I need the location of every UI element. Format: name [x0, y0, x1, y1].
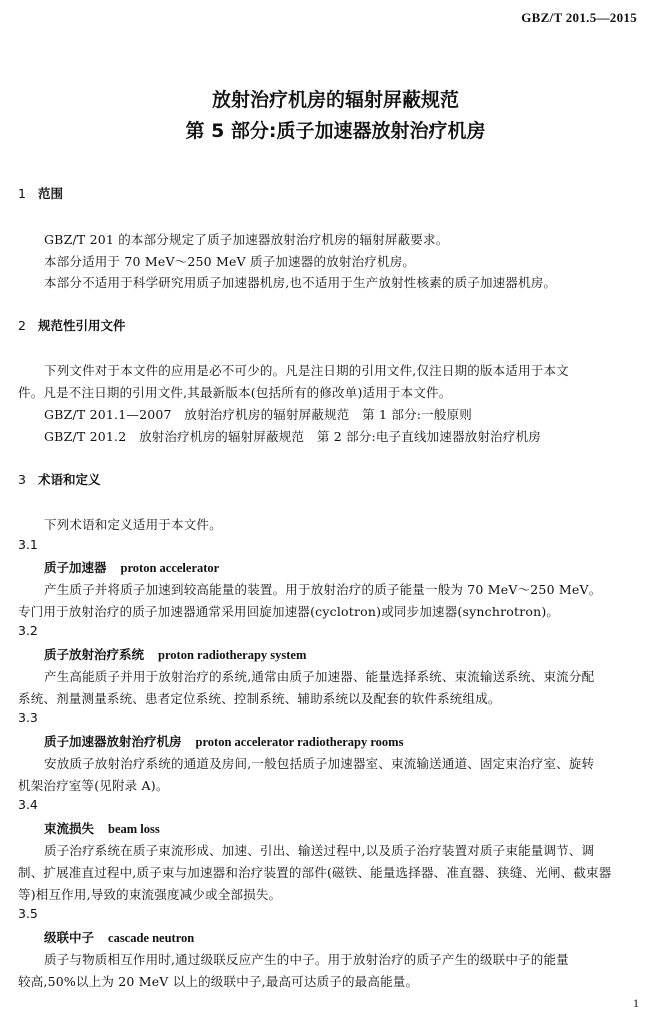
term-heading	[44, 928, 194, 946]
term-zh: 束流损失	[44, 821, 95, 836]
paragraph: 下列术语和定义适用于本文件。	[44, 517, 222, 532]
term-heading	[44, 732, 403, 750]
document-subtitle: 第 5 部分:质子加速器放射治疗机房	[185, 120, 486, 142]
term-number: 3.1	[18, 537, 38, 552]
section-number: 1	[18, 186, 26, 201]
standard-code: GBZ/T 201.5—2015	[521, 10, 637, 25]
term-zh: 质子放射治疗系统	[44, 647, 145, 662]
term-en: proton accelerator	[120, 561, 220, 575]
section-number: 3	[18, 472, 26, 487]
term-number: 3.5	[18, 906, 38, 921]
paragraph: 本部分适用于 70 MeV～250 MeV 质子加速器的放射治疗机房。	[44, 254, 416, 269]
definition: 产生高能质子并用于放射治疗的系统,通常由质子加速器、能量选择系统、束流输送系统、束流分配	[44, 669, 595, 684]
term-heading	[44, 819, 160, 837]
term-zh: 质子加速器放射治疗机房	[44, 734, 182, 749]
term-zh: 质子加速器	[44, 560, 107, 575]
section-title: 术语和定义	[38, 472, 101, 487]
section-heading-terms	[18, 470, 101, 488]
reference-item: GBZ/T 201.2 放射治疗机房的辐射屏蔽规范 第 2 部分:电子直线加速器放射治疗机房	[44, 429, 541, 444]
term-en: proton radiotherapy system	[158, 648, 307, 662]
definition: 质子与物质相互作用时,通过级联反应产生的中子。用于放射治疗的质子产生的级联中子的能量	[44, 952, 569, 967]
term-zh: 级联中子	[44, 930, 95, 945]
term-number: 3.2	[18, 623, 38, 638]
paragraph: 件。凡是不注日期的引用文件,其最新版本(包括所有的修改单)适用于本文件。	[18, 385, 452, 400]
term-number: 3.3	[18, 710, 38, 725]
section-heading-references	[18, 316, 126, 334]
paragraph: GBZ/T 201 的本部分规定了质子加速器放射治疗机房的辐射屏蔽要求。	[44, 232, 449, 247]
section-title: 范围	[38, 186, 64, 201]
paragraph: 本部分不适用于科学研究用质子加速器机房,也不适用于生产放射性核素的质子加速器机房。	[44, 275, 557, 290]
definition: 产生质子并将质子加速到较高能量的装置。用于放射治疗的质子能量一般为 70 MeV～250 MeV。	[44, 582, 602, 597]
definition: 专门用于放射治疗的质子加速器通常采用回旋加速器(cyclotron)或同步加速器(synchrotron)。	[18, 604, 560, 619]
definition: 机架治疗室等(见附录 A)。	[18, 778, 169, 793]
definition: 等)相互作用,导致的束流强度减少或全部损失。	[18, 887, 282, 902]
term-heading	[44, 558, 219, 576]
section-number: 2	[18, 318, 26, 333]
term-en: beam loss	[108, 822, 160, 836]
page-number: 1	[633, 996, 639, 1010]
paragraph: 下列文件对于本文件的应用是必不可少的。凡是注日期的引用文件,仅注日期的版本适用于本文	[44, 363, 569, 378]
term-number: 3.4	[18, 797, 38, 812]
section-heading-scope	[18, 184, 63, 202]
document-title: 放射治疗机房的辐射屏蔽规范	[211, 89, 459, 111]
section-title: 规范性引用文件	[38, 318, 126, 333]
reference-item: GBZ/T 201.1—2007 放射治疗机房的辐射屏蔽规范 第 1 部分:一般原则	[44, 407, 472, 422]
definition: 安放质子放射治疗系统的通道及房间,一般包括质子加速器室、束流输送通道、固定束治疗室、旋转	[44, 756, 595, 771]
definition: 制、扩展准直过程中,质子束与加速器和治疗装置的部件(磁铁、能量选择器、准直器、狭缝、光闸、截束器	[18, 865, 612, 880]
term-en: proton accelerator radiotherapy rooms	[195, 735, 404, 749]
definition: 质子治疗系统在质子束流形成、加速、引出、输送过程中,以及质子治疗装置对质子束能量调节、调	[44, 843, 595, 858]
definition: 系统、剂量测量系统、患者定位系统、控制系统、辅助系统以及配套的软件系统组成。	[18, 691, 501, 706]
term-heading	[44, 645, 306, 663]
term-en: cascade neutron	[108, 931, 195, 945]
definition: 较高,50%以上为 20 MeV 以上的级联中子,最高可达质子的最高能量。	[18, 974, 419, 989]
